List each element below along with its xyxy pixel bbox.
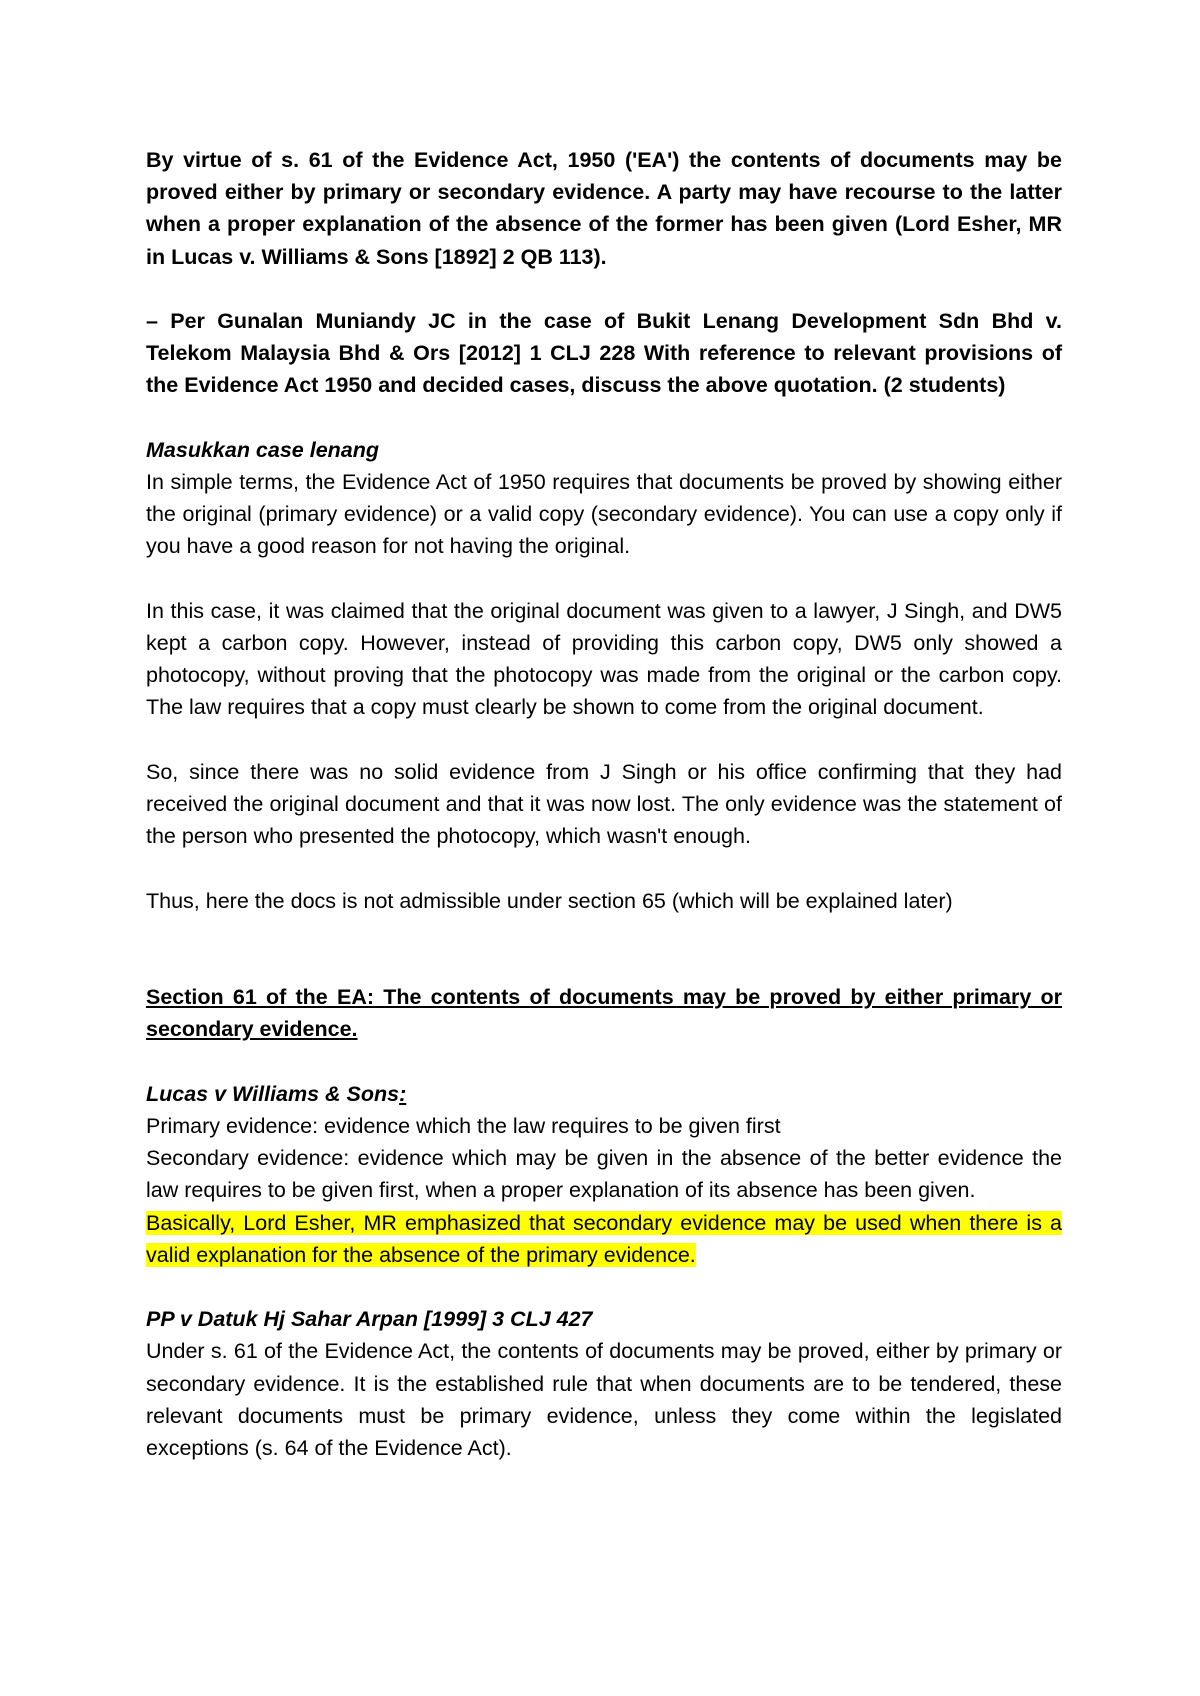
sahar-paragraph: Under s. 61 of the Evidence Act, the contents of documents may be proved, either by primary or secondary evidence. It is the established rule that when documents are to be tendered, these relevant documents must be primary evidence, unless they come within the legislated exceptions (s. 64 of the Evidence Act). xyxy=(146,1339,1062,1460)
lenang-paragraph-3: So, since there was no solid evidence from J Singh or his office confirming that they had received the original document and that it was now lost. The only evidence was the statement of the person who presented the photocopy, which wasn't enough. xyxy=(146,759,1062,849)
question-text: – Per Gunalan Muniandy JC in the case of Bukit Lenang Development Sdn Bhd v. Telekom Malaysia Bhd & Ors [2012] 1 CLJ 228 With reference to relevant provisions of the Evidence Act 1950 and decided cases, discuss the above quotation. (2 students) xyxy=(146,309,1062,398)
sahar-section xyxy=(146,1303,1062,1464)
lucas-highlight-paragraph xyxy=(146,1207,1062,1271)
lucas-heading xyxy=(146,1078,1062,1110)
lenang-paragraph-4: Thus, here the docs is not admissible under section 65 (which will be explained later) xyxy=(146,888,953,913)
lucas-heading-text: Lucas v Williams & Sons xyxy=(146,1081,400,1106)
lenang-paragraph-1: In simple terms, the Evidence Act of 1950 requires that documents be proved by showing either the original (primary evidence) or a valid copy (secondary evidence). You can use a copy only if you have a good reason for not having the original. xyxy=(146,470,1062,559)
blank-line xyxy=(146,949,1062,981)
lenang-paragraph-2: In this case, it was claimed that the original document was given to a lawyer, J Singh, and DW5 kept a carbon copy. However, instead of providing this carbon copy, DW5 only showed a photocopy, without proving that the photocopy was made from the original or the carbon copy. The law requires that a copy must clearly be shown to come from the original document. xyxy=(146,598,1062,720)
intro-quote: By virtue of s. 61 of the Evidence Act, 1950 ('EA') the contents of documents may be proved either by primary or secondary evidence. A party may have recourse to the latter when a proper explanation of the absence of the former has been given (Lord Esher, MR in Lucas v. Williams & Sons [1892] 2 QB 113). xyxy=(146,148,1062,269)
lucas-section xyxy=(146,1078,1062,1271)
lenang-heading: Masukkan case lenang xyxy=(146,437,380,462)
document-page xyxy=(146,144,1062,1496)
highlighted-text: Basically, Lord Esher, MR emphasized that secondary evidence may be used when there is a valid explanation for the absence of the primary evidence. xyxy=(146,1210,1062,1267)
primary-evidence-definition: Primary evidence: evidence which the law requires to be given first xyxy=(146,1113,781,1138)
section-61-heading: Section 61 of the EA: The contents of documents may be proved by either primary or secondary evidence. xyxy=(146,985,1062,1042)
lucas-heading-colon: : xyxy=(399,1081,407,1106)
secondary-evidence-definition: Secondary evidence: evidence which may be given in the absence of the better evidence the law requires to be given first, when a proper explanation of its absence has been given. xyxy=(146,1146,1062,1203)
lenang-section xyxy=(146,434,1062,917)
sahar-heading: PP v Datuk Hj Sahar Arpan [1999] 3 CLJ 427 xyxy=(146,1307,593,1332)
